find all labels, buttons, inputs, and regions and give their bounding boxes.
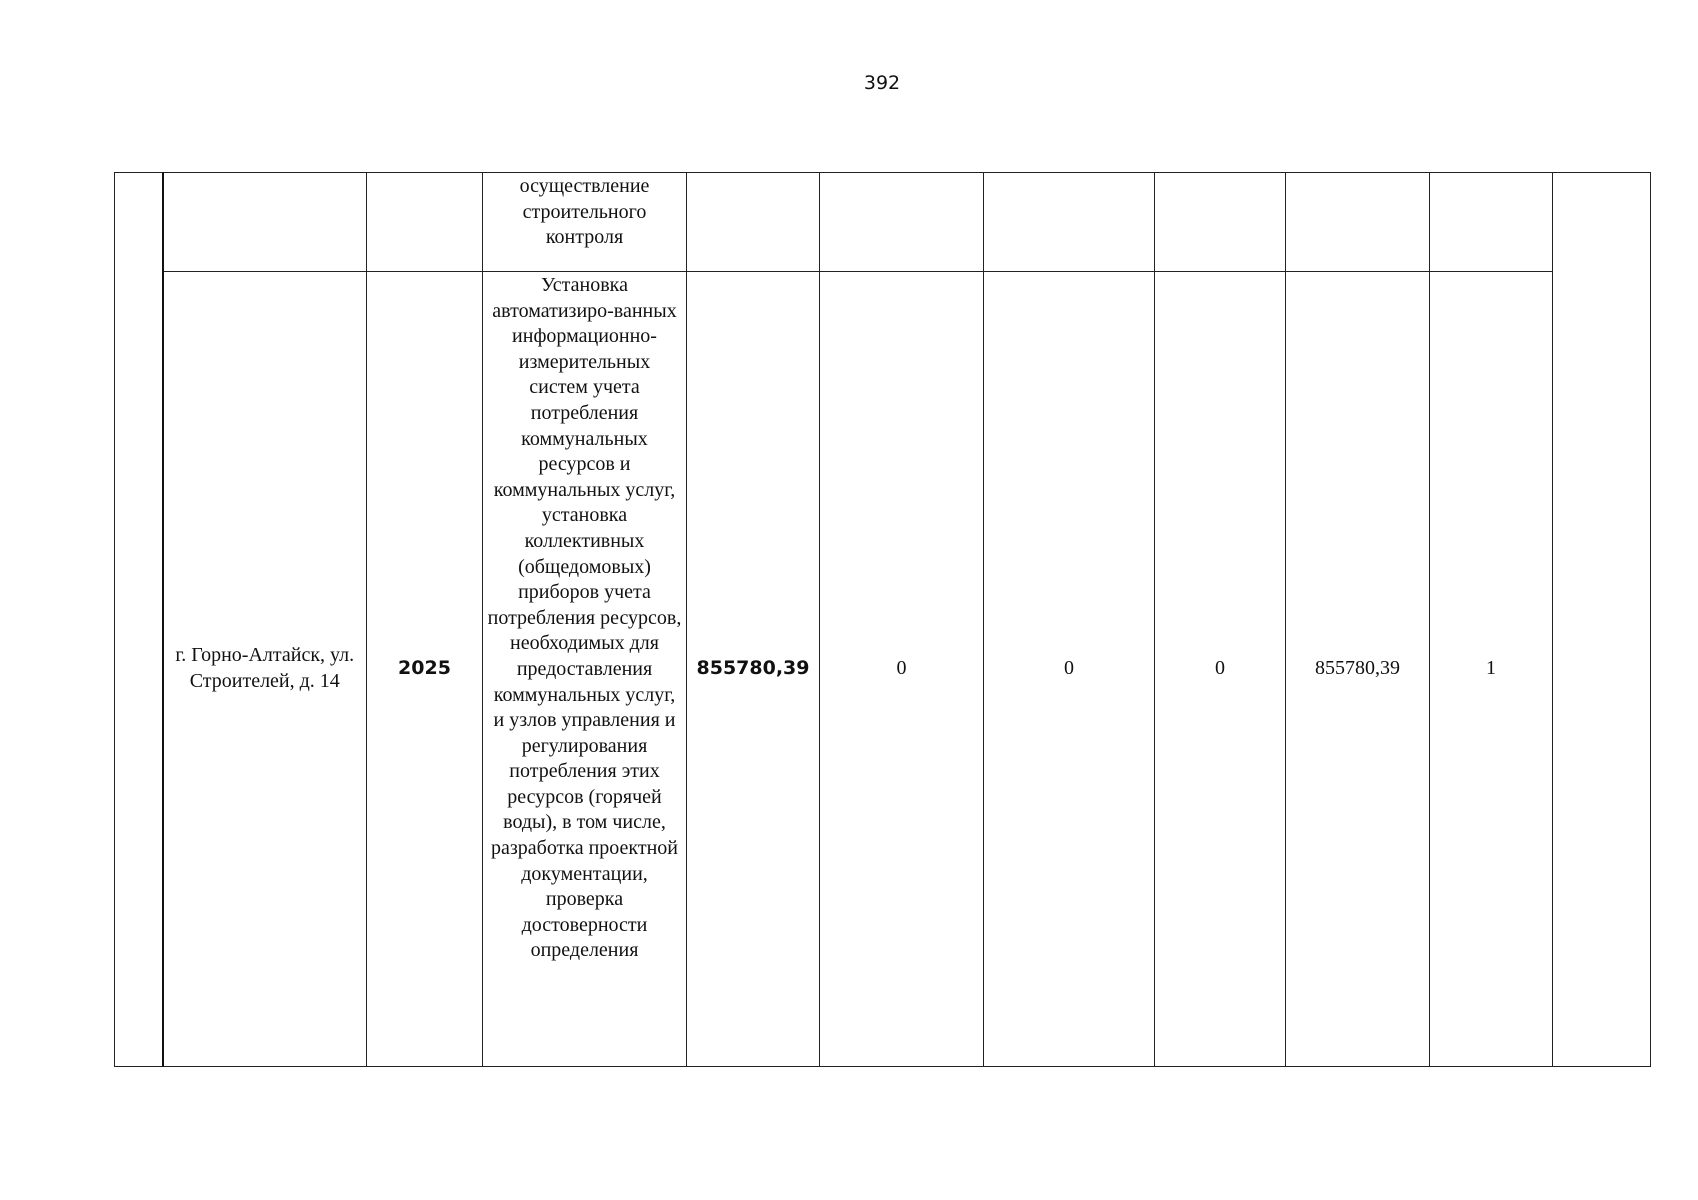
fund-cell-1: 0 [820,272,984,1067]
fund-cell-2 [984,173,1155,272]
work-type-cell: Установка автоматизиро-ванных информационно-измерительных систем учета потребления коммунальных ресурсов и коммунальных услуг, установка коллективных (общедомовых) приборов учета потребления ресурсов, необходимых для предоставления коммунальных услуг, и узлов управления и регулирования потребления этих ресурсов (горячей воды), в том числе, разработка проектной документации, проверка достоверности определения [483,272,687,1067]
total-cost-cell: 855780,39 [687,272,820,1067]
fund-cell-4: 855780,39 [1286,272,1430,1067]
document-table [114,172,1651,1067]
row-index-cell [115,173,163,1067]
year-cell [367,173,483,272]
table-row [115,272,1651,1067]
fund-cell-3: 0 [1155,272,1286,1067]
fund-cell-3 [1155,173,1286,272]
table-row [115,173,1651,272]
address-cell [163,173,367,272]
total-cost-cell [687,173,820,272]
address-cell: г. Горно-Алтайск, ул. Строителей, д. 14 [163,272,367,1067]
notes-cell [1553,173,1651,1067]
fund-cell-2: 0 [984,272,1155,1067]
fund-cell-4 [1286,173,1430,272]
page-number: 392 [863,72,901,94]
count-cell: 1 [1430,272,1553,1067]
year-cell: 2025 [367,272,483,1067]
count-cell [1430,173,1553,272]
fund-cell-1 [820,173,984,272]
work-type-cell: осуществление строительного контроля [483,173,687,272]
